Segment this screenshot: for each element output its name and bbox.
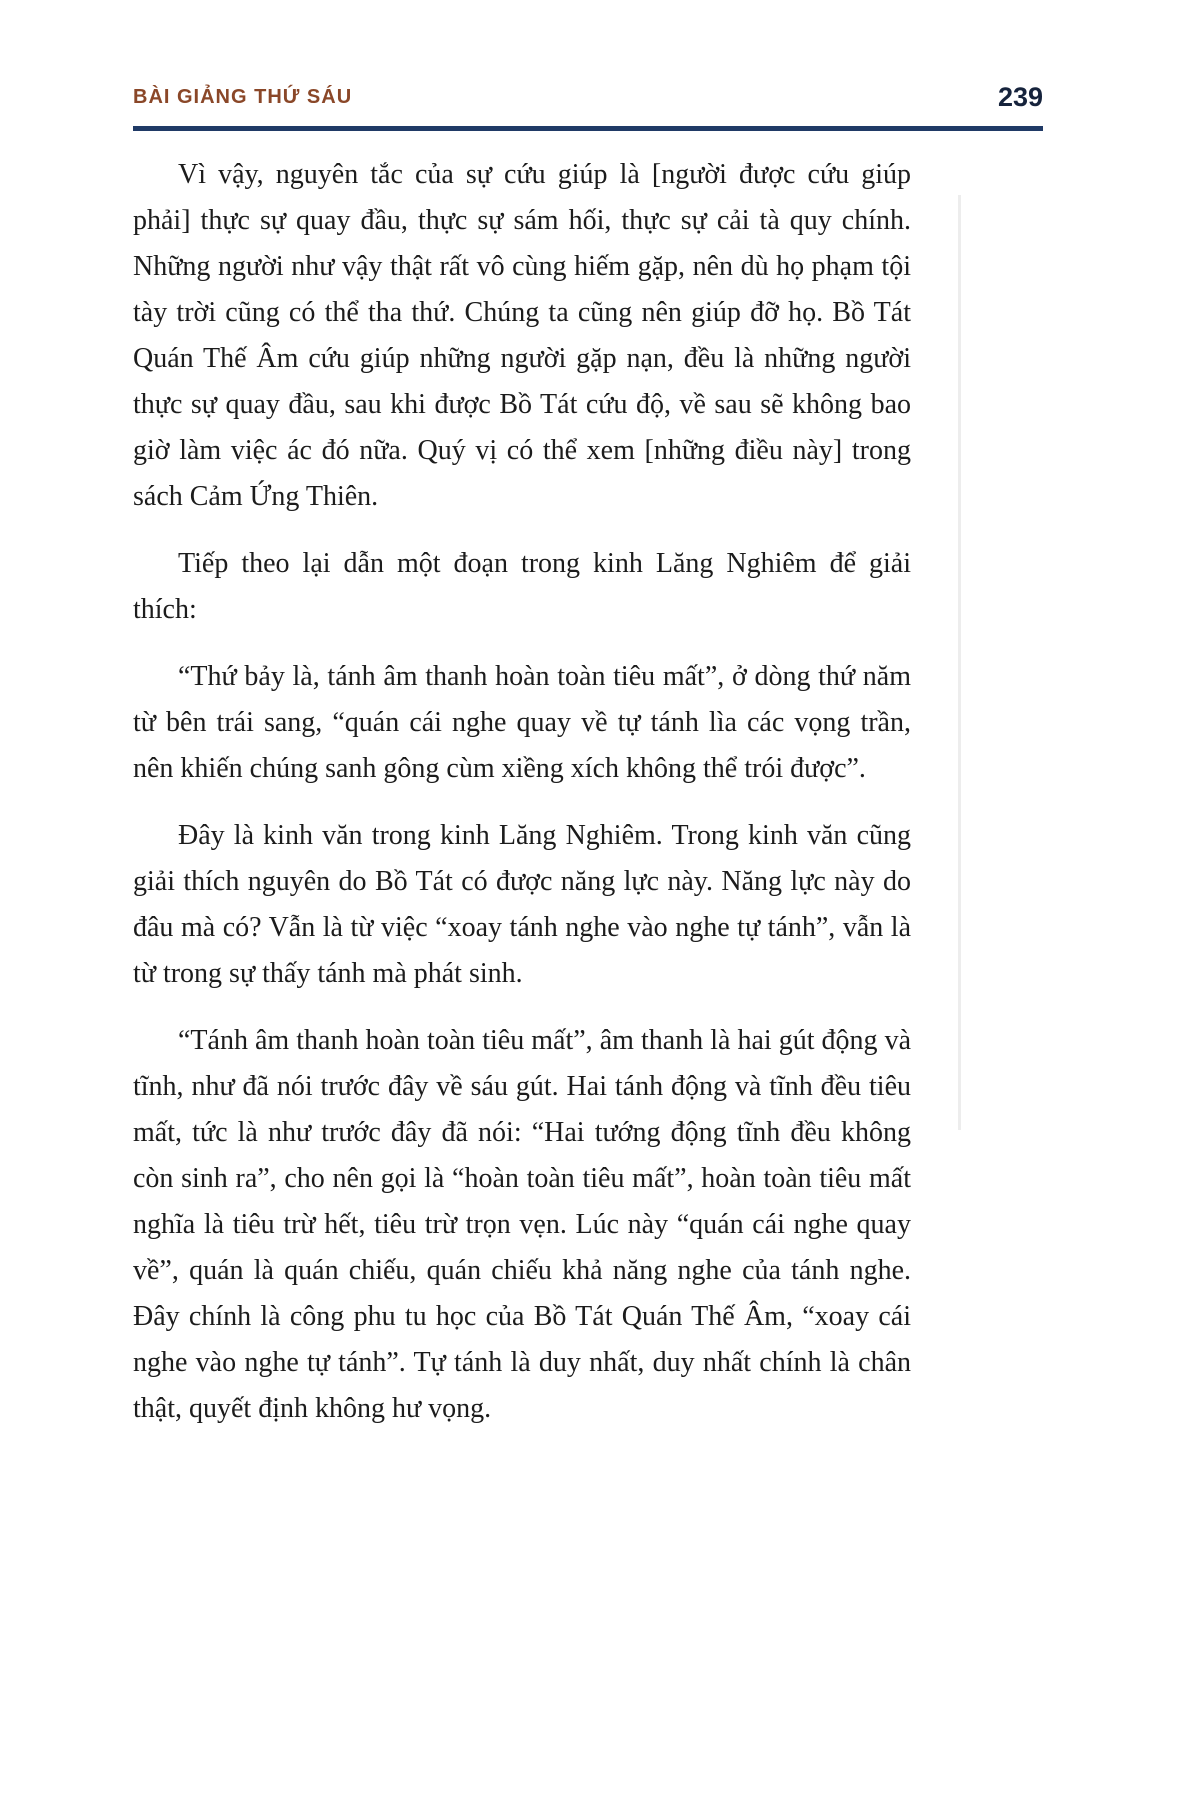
- paragraph-3: “Thứ bảy là, tánh âm thanh hoàn toàn tiêu mất”, ở dòng thứ năm từ bên trái sang, “quán cái nghe quay về tự tánh lìa các vọng trần, nên khiến chúng sanh gông cùm xiềng xích không thể trói được”.: [133, 661, 911, 784]
- paragraph-4: Đây là kinh văn trong kinh Lăng Nghiêm. Trong kinh văn cũng giải thích nguyên do Bồ Tát có được năng lực này. Năng lực này do đâu mà có? Vẫn là từ việc “xoay tánh nghe vào nghe tự tánh”, vẫn là từ trong sự thấy tánh mà phát sinh.: [133, 820, 911, 989]
- page-number: 239: [997, 82, 1043, 112]
- page-body: [133, 152, 911, 1453]
- scan-edge-shadow: [958, 195, 961, 1130]
- header-rule: [133, 126, 1043, 131]
- page-header: [133, 84, 1043, 113]
- paragraph-5: “Tánh âm thanh hoàn toàn tiêu mất”, âm thanh là hai gút động và tĩnh, như đã nói trước đây về sáu gút. Hai tánh động và tĩnh đều tiêu mất, tức là như trước đây đã nói: “Hai tướng động tĩnh đều không còn sinh ra”, cho nên gọi là “hoàn toàn tiêu mất”, hoàn toàn tiêu mất nghĩa là tiêu trừ hết, tiêu trừ trọn vẹn. Lúc này “quán cái nghe quay về”, quán là quán chiếu, quán chiếu khả năng nghe của tánh nghe. Đây chính là công phu tu học của Bồ Tát Quán Thế Âm, “xoay cái nghe vào nghe tự tánh”. Tự tánh là duy nhất, duy nhất chính là chân thật, quyết định không hư vọng.: [133, 1025, 911, 1424]
- paragraph-1: Vì vậy, nguyên tắc của sự cứu giúp là [người được cứu giúp phải] thực sự quay đầu, thực sự sám hối, thực sự cải tà quy chính. Những người như vậy thật rất vô cùng hiếm gặp, nên dù họ phạm tội tày trời cũng có thể tha thứ. Chúng ta cũng nên giúp đỡ họ. Bồ Tát Quán Thế Âm cứu giúp những người gặp nạn, đều là những người thực sự quay đầu, sau khi được Bồ Tát cứu độ, về sau sẽ không bao giờ làm việc ác đó nữa. Quý vị có thể xem [những điều này] trong sách Cảm Ứng Thiên.: [133, 159, 911, 512]
- paragraph-2: Tiếp theo lại dẫn một đoạn trong kinh Lăng Nghiêm để giải thích:: [133, 548, 911, 625]
- running-header: BÀI GIẢNG THỨ SÁU: [133, 86, 353, 108]
